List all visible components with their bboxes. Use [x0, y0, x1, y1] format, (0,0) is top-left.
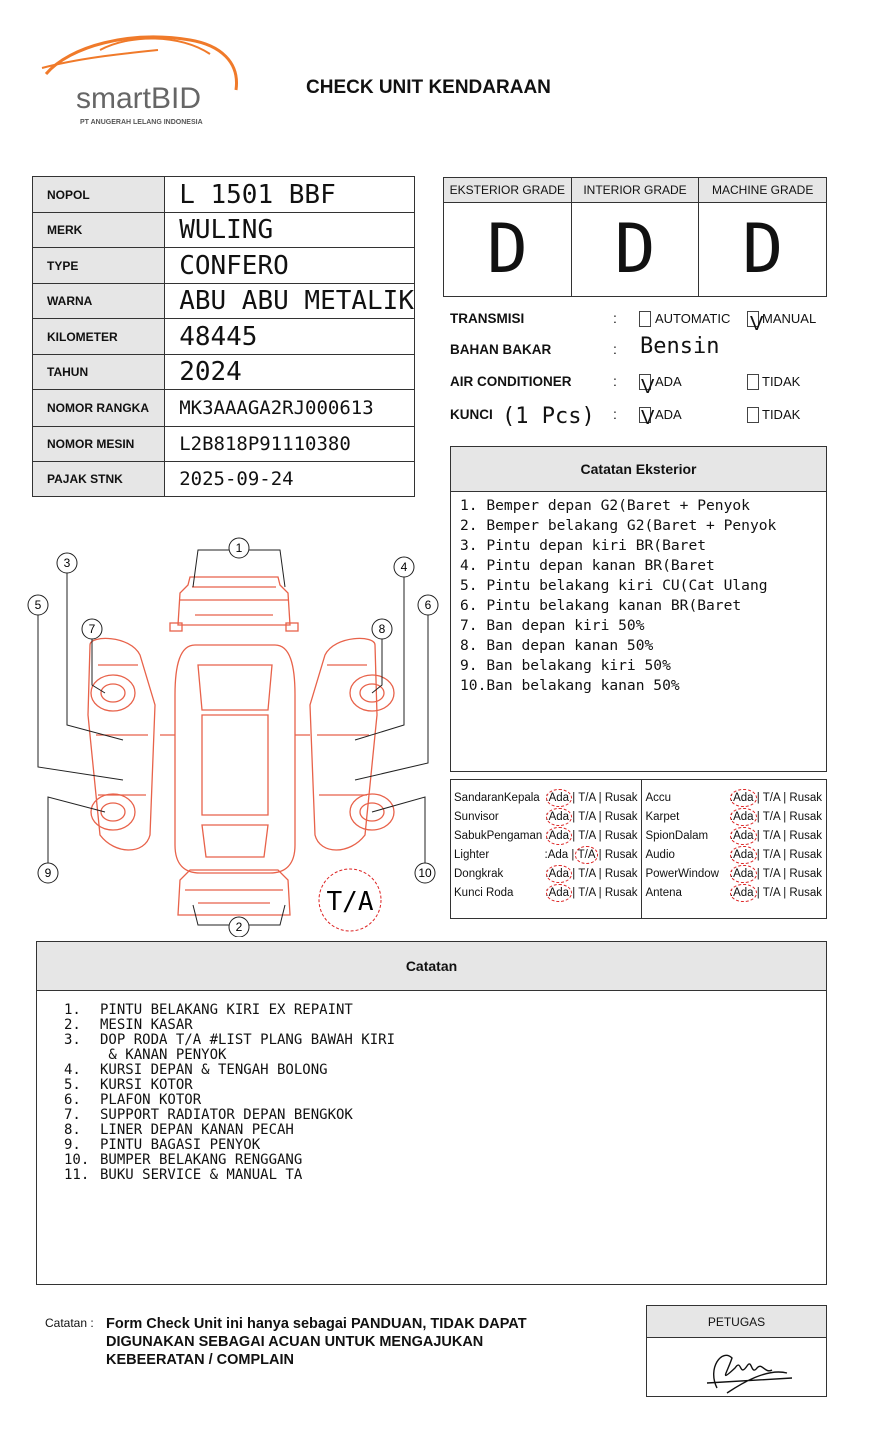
- separator: |: [568, 849, 578, 861]
- catatan-item: [64, 1063, 826, 1078]
- vehicle-info-label: PAJAK STNK: [33, 462, 165, 497]
- accessory-option[interactable]: Ada: [733, 792, 754, 804]
- accessory-option[interactable]: Ada: [733, 849, 754, 861]
- marker-number: 1: [235, 541, 243, 555]
- accessory-option[interactable]: T/A: [762, 811, 780, 823]
- vehicle-info-row: [33, 462, 415, 497]
- catatan-item-text: SUPPORT RADIATOR DEPAN BENGKOK: [100, 1107, 353, 1123]
- accessory-option[interactable]: Rusak: [604, 830, 638, 842]
- catatan-item-number: 6.: [64, 1092, 81, 1108]
- grade-panel: [443, 177, 827, 297]
- kunci-check-mark: V: [641, 407, 655, 429]
- catatan-item: [64, 1033, 826, 1063]
- diagram-marker: [372, 619, 392, 639]
- page-title: CHECK UNIT KENDARAAN: [306, 77, 551, 98]
- catatan-item-number: 2.: [64, 1017, 81, 1033]
- accessory-row: [642, 828, 826, 847]
- accessory-row: [451, 885, 641, 904]
- grade-label: EKSTERIOR GRADE: [444, 178, 571, 203]
- catatan-item: [64, 1168, 826, 1183]
- colon: :: [613, 406, 617, 422]
- accessory-option[interactable]: Ada: [547, 849, 569, 861]
- brand-name: smartBID: [76, 82, 202, 115]
- accessory-option[interactable]: Rusak: [604, 849, 638, 861]
- ac-check-mark: V: [641, 376, 655, 398]
- catatan-item-number: 10.: [64, 1152, 90, 1168]
- marker-number: 6: [424, 598, 432, 612]
- vehicle-info-row: [33, 213, 415, 248]
- vehicle-info-value: CONFERO: [165, 248, 415, 284]
- vehicle-info-label: NOMOR RANGKA: [33, 390, 165, 427]
- separator: |: [569, 811, 579, 823]
- accessory-option[interactable]: T/A: [578, 792, 596, 804]
- accessory-option[interactable]: T/A: [762, 830, 780, 842]
- exterior-note-item: 3. Pintu depan kiri BR(Baret: [460, 537, 707, 554]
- grade-exterior: [444, 178, 572, 296]
- accessory-option[interactable]: Rusak: [789, 811, 822, 823]
- separator: |: [780, 887, 790, 899]
- vehicle-info-label: NOPOL: [33, 177, 165, 213]
- separator: |: [569, 887, 579, 899]
- accessory-options: [545, 830, 637, 842]
- vehicle-info-row: [33, 319, 415, 355]
- accessory-option[interactable]: T/A: [762, 792, 780, 804]
- catatan-item: [64, 1018, 826, 1033]
- accessory-option[interactable]: Ada: [548, 811, 570, 823]
- accessory-option[interactable]: T/A: [577, 849, 596, 861]
- separator: |: [595, 849, 605, 861]
- accessory-name: SabukPengaman: [454, 830, 543, 842]
- exterior-note-item: 9. Ban belakang kiri 50%: [460, 657, 671, 674]
- catatan-item-number: 4.: [64, 1062, 81, 1078]
- accessory-options: [545, 849, 638, 861]
- accessory-option[interactable]: T/A: [762, 849, 780, 861]
- separator: |: [595, 830, 605, 842]
- catatan-item-number: 7.: [64, 1107, 81, 1123]
- diagram-marker: [229, 538, 249, 558]
- kunci-ada-label: ADA: [655, 407, 682, 422]
- accessory-options: [545, 792, 637, 804]
- accessory-options: [730, 887, 822, 899]
- brand-subtitle: PT ANUGERAH LELANG INDONESIA: [80, 119, 203, 126]
- grade-value: D: [486, 210, 528, 289]
- accessory-option[interactable]: Rusak: [789, 792, 822, 804]
- catatan-item-text: PLAFON KOTOR: [100, 1092, 202, 1108]
- accessory-row: [451, 866, 641, 885]
- kunci-tidak-label: TIDAK: [762, 407, 801, 422]
- vehicle-info-label: MERK: [33, 213, 165, 248]
- marker-number: 5: [34, 598, 42, 612]
- separator: |: [753, 849, 763, 861]
- footer-disclaimer: Form Check Unit ini hanya sebagai PANDUAN, TIDAK DAPAT DIGUNAKAN SEBAGAI ACUAN UNTUK MENGAJUKAN KEBEERATAN / COMPLAIN: [106, 1316, 527, 1368]
- colon: :: [544, 849, 548, 861]
- kunci-count: (1 Pcs): [502, 404, 595, 429]
- vehicle-info-value: 48445: [165, 319, 415, 355]
- exterior-note-item: 6. Pintu belakang kanan BR(Baret: [460, 597, 742, 614]
- signature: [647, 1338, 826, 1397]
- exterior-note-item: 1. Bemper depan G2(Baret + Penyok: [460, 497, 750, 514]
- separator: |: [780, 868, 790, 880]
- colon: :: [613, 341, 617, 357]
- marker-number: 7: [88, 622, 96, 636]
- vehicle-info-value: WULING: [165, 213, 415, 248]
- vehicle-info-row: [33, 355, 415, 390]
- diagram-marker: [82, 619, 102, 639]
- catatan-item: [64, 1108, 826, 1123]
- separator: |: [780, 849, 790, 861]
- accessories-left-column: [451, 780, 642, 918]
- vehicle-info-value: MK3AAAGA2RJ000613: [165, 390, 415, 427]
- grade-value: D: [742, 210, 784, 289]
- catatan-title: Catatan: [37, 942, 826, 991]
- vehicle-info-label: WARNA: [33, 284, 165, 319]
- accessory-name: PowerWindow: [645, 868, 719, 880]
- marker-number: 9: [44, 866, 52, 880]
- separator: |: [753, 830, 763, 842]
- colon: :: [545, 868, 549, 880]
- smartbid-logo: [40, 28, 250, 133]
- catatan-item-text: LINER DEPAN KANAN PECAH: [100, 1122, 294, 1138]
- accessory-options: [545, 887, 637, 899]
- exterior-note-item: 8. Ban depan kanan 50%: [460, 637, 654, 654]
- accessory-row: [451, 828, 641, 847]
- accessory-option[interactable]: Rusak: [789, 887, 822, 899]
- vehicle-info-value: L2B818P91110380: [165, 427, 415, 462]
- grade-machine: [699, 178, 826, 296]
- accessory-option[interactable]: T/A: [578, 830, 596, 842]
- diagram-marker: [28, 595, 48, 615]
- accessory-row: [642, 847, 826, 866]
- accessory-option[interactable]: Ada: [733, 887, 754, 899]
- exterior-note-item: 2. Bemper belakang G2(Baret + Penyok: [460, 517, 777, 534]
- diagram-marker: [57, 553, 77, 573]
- accessory-name: Accu: [645, 792, 672, 804]
- colon: :: [729, 868, 734, 880]
- accessories-panel: [450, 779, 827, 919]
- grade-value: D: [614, 210, 656, 289]
- exterior-notes-panel: [450, 446, 827, 772]
- accessory-name: Kunci Roda: [454, 887, 514, 899]
- accessory-option[interactable]: Rusak: [789, 868, 822, 880]
- ac-ada-label: ADA: [655, 374, 682, 389]
- diagram-marker: [418, 595, 438, 615]
- colon: :: [729, 792, 734, 804]
- colon: :: [545, 887, 549, 899]
- exterior-notes-list: [460, 496, 826, 696]
- accessory-options: [730, 792, 822, 804]
- catatan-item: [64, 1078, 826, 1093]
- accessory-row: [642, 866, 826, 885]
- accessory-name: Lighter: [454, 849, 490, 861]
- accessory-row: [451, 847, 641, 866]
- vehicle-info-row: [33, 248, 415, 284]
- accessory-row: [451, 790, 641, 809]
- diagram-marker: [38, 863, 58, 883]
- accessory-options: [545, 811, 637, 823]
- accessory-name: Antena: [645, 887, 682, 899]
- accessory-name: SpionDalam: [645, 830, 709, 842]
- accessory-option[interactable]: Rusak: [789, 830, 822, 842]
- vehicle-info-row: [33, 177, 415, 213]
- accessory-option[interactable]: Ada: [548, 830, 570, 842]
- separator: |: [595, 887, 605, 899]
- bahan-bakar-label: BAHAN BAKAR: [450, 342, 552, 357]
- diagram-marker: [229, 917, 249, 937]
- catatan-item: [64, 1138, 826, 1153]
- accessory-options: [730, 811, 822, 823]
- separator: |: [569, 792, 579, 804]
- accessory-row: [451, 809, 641, 828]
- vehicle-info-row: [33, 284, 415, 319]
- vehicle-info-label: KILOMETER: [33, 319, 165, 355]
- accessory-option[interactable]: T/A: [762, 887, 780, 899]
- catatan-item-number: 8.: [64, 1122, 81, 1138]
- separator: |: [780, 811, 790, 823]
- accessory-row: [642, 809, 826, 828]
- transmisi-label: TRANSMISI: [450, 311, 525, 326]
- catatan-item-number: 1.: [64, 1002, 81, 1018]
- catatan-item: [64, 1093, 826, 1108]
- colon: :: [545, 811, 549, 823]
- accessory-option[interactable]: T/A: [762, 868, 780, 880]
- bahan-bakar-value: Bensin: [640, 334, 720, 359]
- accessory-options: [730, 849, 822, 861]
- exterior-note-item: 5. Pintu belakang kiri CU(Cat Ulang: [460, 577, 768, 594]
- exterior-note-item: 4. Pintu depan kanan BR(Baret: [460, 557, 715, 574]
- catatan-list: [64, 1003, 826, 1183]
- catatan-item-text: DOP RODA T/A #LIST PLANG BAWAH KIRI & KANAN PENYOK: [100, 1032, 396, 1063]
- accessory-option[interactable]: Ada: [733, 830, 754, 842]
- accessory-name: Sunvisor: [454, 811, 499, 823]
- marker-number: 2: [235, 920, 243, 934]
- accessory-row: [642, 885, 826, 904]
- catatan-item-text: BUKU SERVICE & MANUAL TA: [100, 1167, 303, 1183]
- diagram-marker: [394, 557, 414, 577]
- catatan-item-text: BUMPER BELAKANG RENGGANG: [100, 1152, 303, 1168]
- grade-label: MACHINE GRADE: [699, 178, 826, 203]
- vehicle-info-value: L 1501 BBF: [165, 177, 415, 213]
- accessory-option[interactable]: Ada: [548, 868, 570, 880]
- accessory-option[interactable]: Rusak: [789, 849, 822, 861]
- separator: |: [569, 868, 579, 880]
- separator: |: [569, 830, 579, 842]
- spare-tire-status: T/A: [326, 887, 374, 917]
- vehicle-info-table: [32, 176, 415, 497]
- accessory-name: Dongkrak: [454, 868, 504, 880]
- accessory-option[interactable]: T/A: [578, 868, 596, 880]
- accessories-right-column: [642, 780, 826, 918]
- petugas-label: PETUGAS: [647, 1306, 826, 1338]
- separator: |: [780, 792, 790, 804]
- accessory-option[interactable]: T/A: [578, 811, 596, 823]
- catatan-item-number: 9.: [64, 1137, 81, 1153]
- catatan-item-number: 5.: [64, 1077, 81, 1093]
- separator: |: [780, 830, 790, 842]
- exterior-notes-title: Catatan Eksterior: [451, 447, 826, 492]
- accessory-options: [730, 868, 822, 880]
- accessory-option[interactable]: Ada: [733, 868, 754, 880]
- catatan-item: [64, 1153, 826, 1168]
- separator: |: [753, 868, 763, 880]
- catatan-item-text: PINTU BELAKANG KIRI EX REPAINT: [100, 1002, 353, 1018]
- catatan-item: [64, 1003, 826, 1018]
- automatic-checkbox[interactable]: [639, 311, 651, 327]
- colon: :: [545, 830, 549, 842]
- accessory-options: [545, 868, 637, 880]
- marker-number: 4: [400, 560, 408, 574]
- accessory-options: [730, 830, 822, 842]
- colon: :: [729, 811, 734, 823]
- separator: |: [753, 792, 763, 804]
- accessory-name: Karpet: [645, 811, 680, 823]
- catatan-item-text: KURSI KOTOR: [100, 1077, 193, 1093]
- footer-label: Catatan :: [45, 1316, 94, 1330]
- catatan-item-number: 11.: [64, 1167, 90, 1183]
- marker-number: 3: [63, 556, 71, 570]
- accessory-name: SandaranKepala: [454, 792, 540, 804]
- separator: |: [595, 811, 605, 823]
- colon: :: [613, 310, 617, 326]
- manual-check-mark: V: [750, 313, 764, 335]
- accessory-option[interactable]: Ada: [548, 887, 570, 899]
- catatan-item-text: PINTU BAGASI PENYOK: [100, 1137, 261, 1153]
- separator: |: [595, 868, 605, 880]
- colon: :: [729, 830, 734, 842]
- colon: :: [729, 887, 734, 899]
- car-damage-diagram: [20, 535, 445, 937]
- catatan-item-text: MESIN KASAR: [100, 1017, 193, 1033]
- separator: |: [753, 811, 763, 823]
- vehicle-info-value: ABU ABU METALIK: [165, 284, 415, 319]
- accessory-option[interactable]: Rusak: [604, 887, 638, 899]
- ac-label: AIR CONDITIONER: [450, 374, 572, 389]
- vehicle-info-value: 2025-09-24: [165, 462, 415, 497]
- grade-label: INTERIOR GRADE: [572, 178, 699, 203]
- colon: :: [729, 849, 734, 861]
- vehicle-info-label: NOMOR MESIN: [33, 427, 165, 462]
- accessory-option[interactable]: Rusak: [604, 792, 638, 804]
- manual-label: MANUAL: [762, 311, 817, 326]
- catatan-item-number: 3.: [64, 1032, 81, 1048]
- petugas-box: [646, 1305, 827, 1397]
- separator: |: [595, 792, 605, 804]
- catatan-panel: [36, 941, 827, 1285]
- ac-tidak-checkbox[interactable]: [747, 374, 759, 390]
- kunci-tidak-checkbox[interactable]: [747, 407, 759, 423]
- accessory-option[interactable]: Ada: [548, 792, 570, 804]
- colon: :: [613, 373, 617, 389]
- ac-tidak-label: TIDAK: [762, 374, 801, 389]
- catatan-item-text: KURSI DEPAN & TENGAH BOLONG: [100, 1062, 328, 1078]
- vehicle-info-row: [33, 427, 415, 462]
- accessory-name: Audio: [645, 849, 675, 861]
- accessory-row: [642, 790, 826, 809]
- diagram-marker: [415, 863, 435, 883]
- kunci-label: KUNCI: [450, 407, 493, 422]
- colon: :: [545, 792, 549, 804]
- exterior-note-item: 7. Ban depan kiri 50%: [460, 617, 645, 634]
- vehicle-info-label: TAHUN: [33, 355, 165, 390]
- exterior-note-item: 10.Ban belakang kanan 50%: [460, 677, 680, 694]
- automatic-label: AUTOMATIC: [655, 311, 731, 326]
- accessory-option[interactable]: Rusak: [604, 868, 638, 880]
- grade-interior: [572, 178, 700, 296]
- marker-number: 10: [418, 866, 432, 880]
- catatan-item: [64, 1123, 826, 1138]
- accessory-option[interactable]: Ada: [733, 811, 754, 823]
- vehicle-info-value: 2024: [165, 355, 415, 390]
- marker-number: 8: [378, 622, 386, 636]
- accessory-option[interactable]: Rusak: [604, 811, 638, 823]
- separator: |: [753, 887, 763, 899]
- vehicle-info-row: [33, 390, 415, 427]
- vehicle-info-label: TYPE: [33, 248, 165, 284]
- accessory-option[interactable]: T/A: [578, 887, 596, 899]
